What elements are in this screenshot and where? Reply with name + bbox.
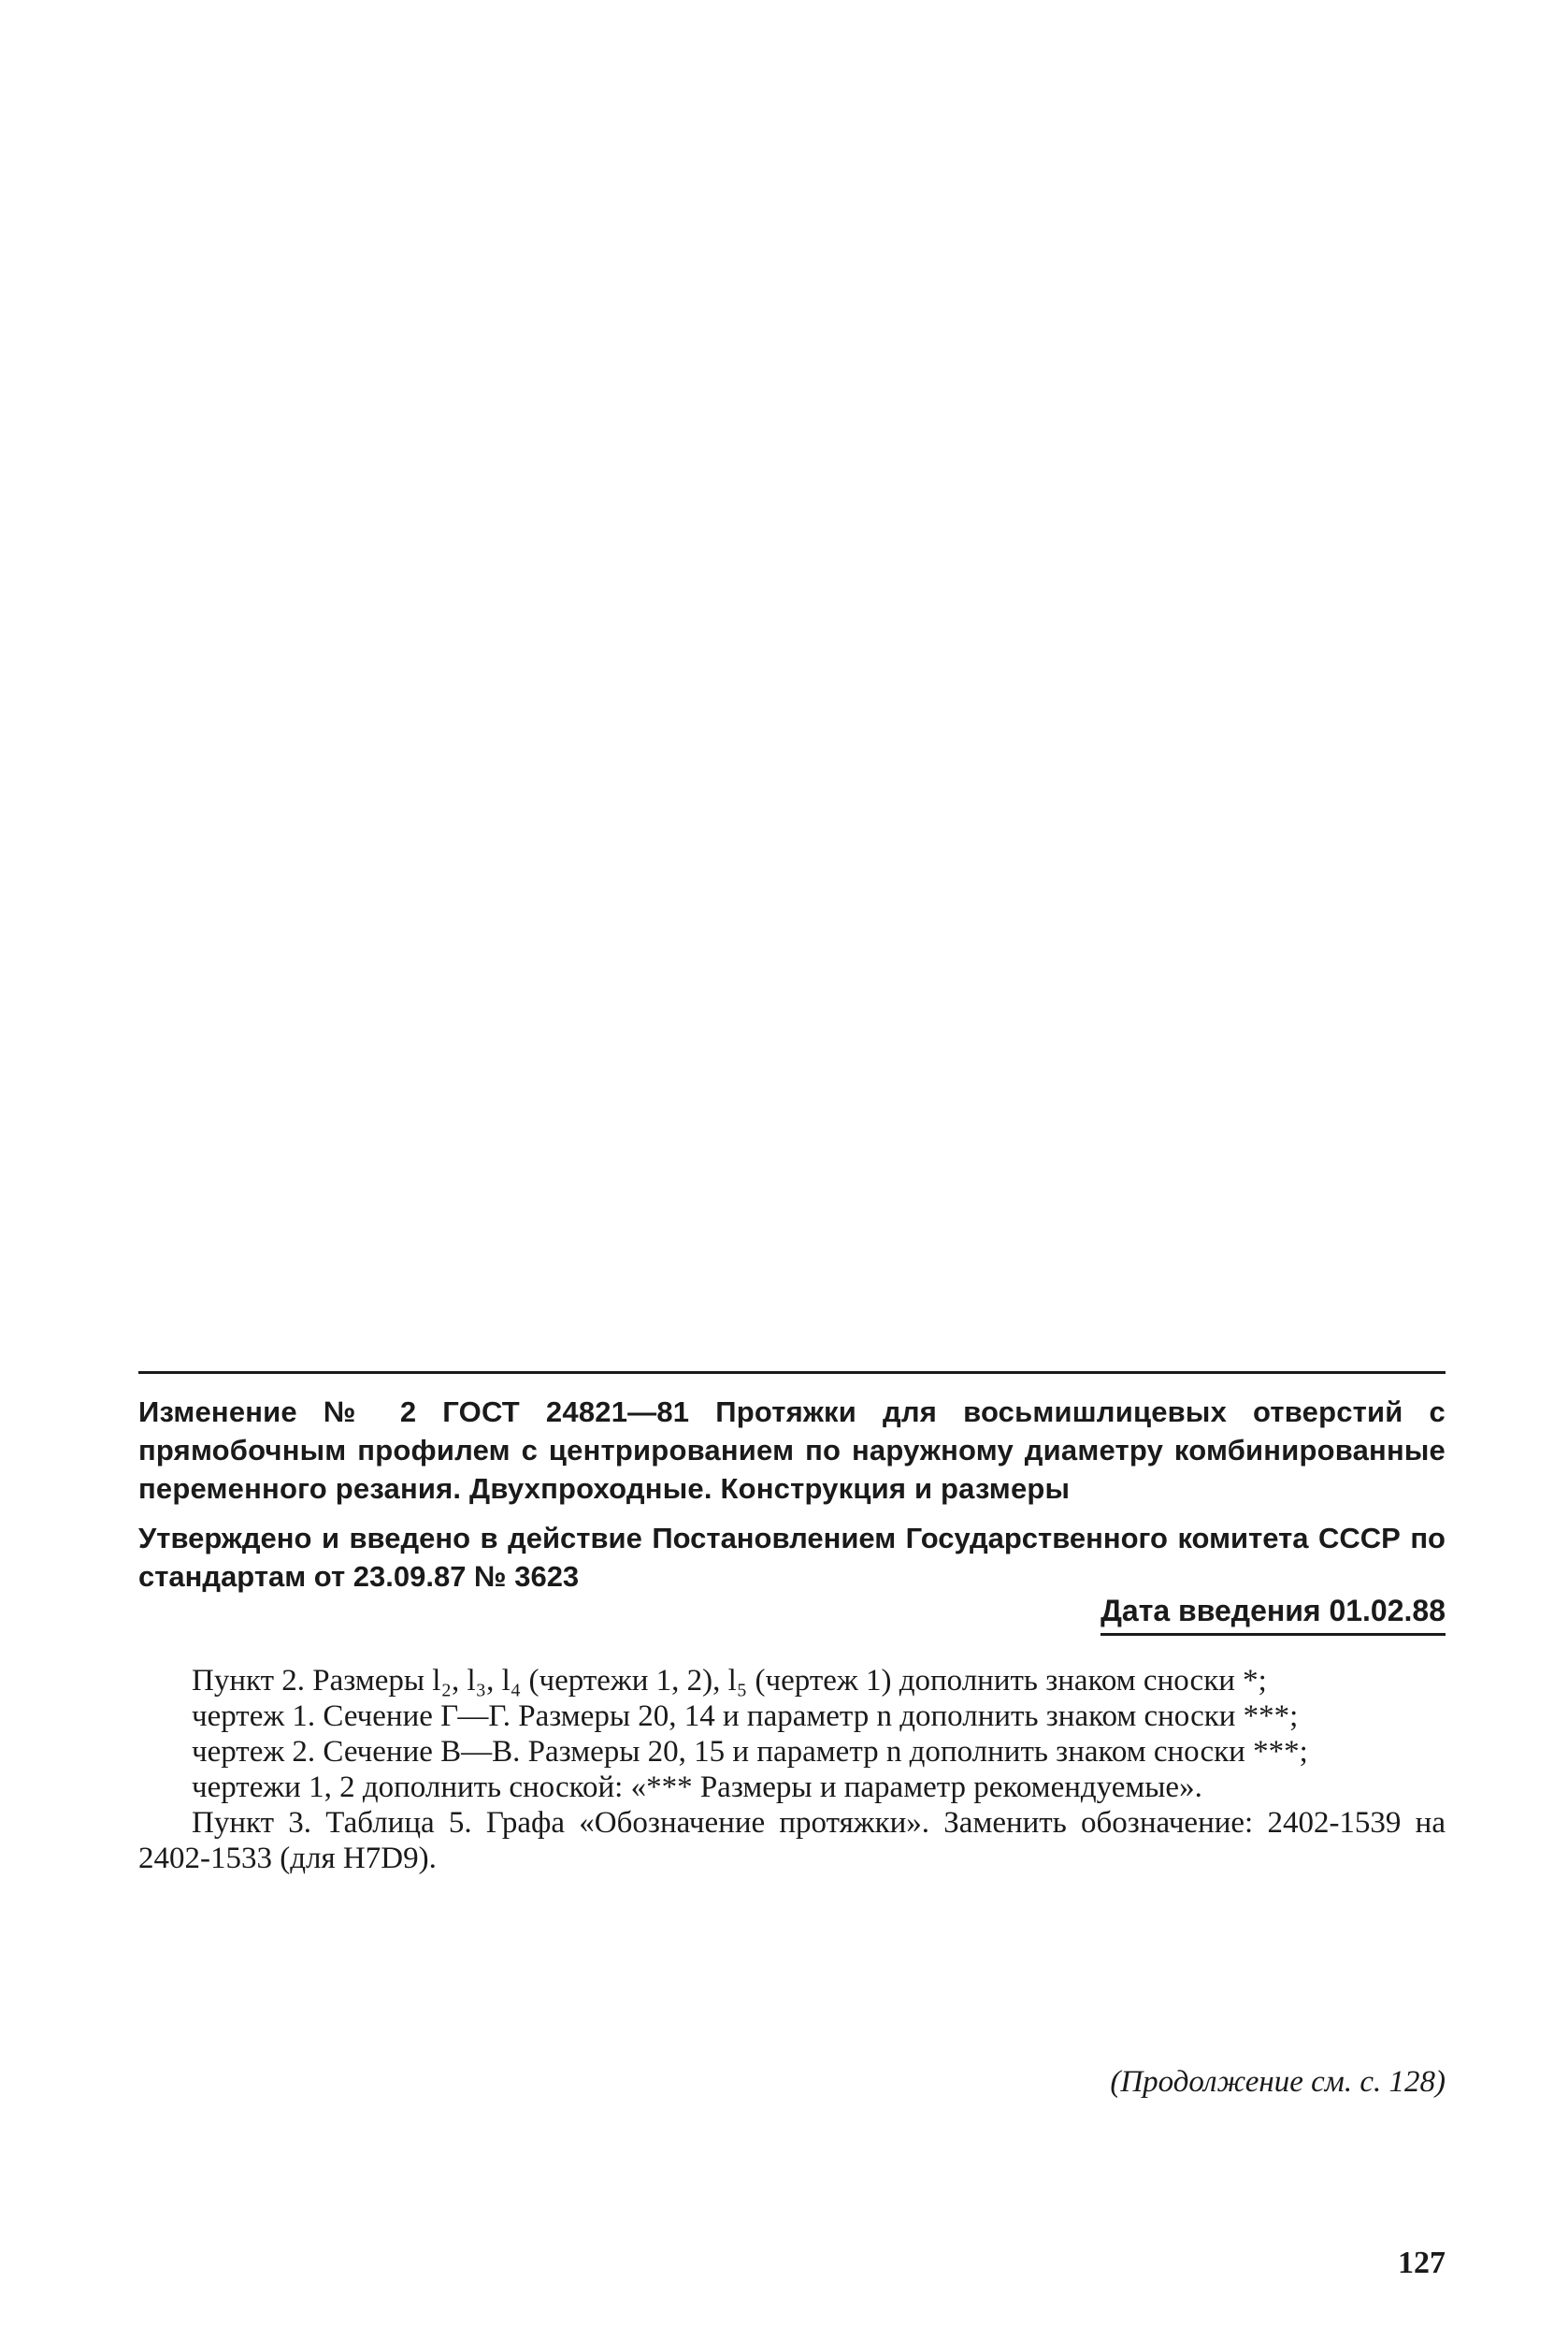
- body-paragraph: чертежи 1, 2 дополнить сноской: «*** Размеры и параметр рекомендуемые».: [192, 1770, 1202, 1804]
- body-paragraph: чертеж 2. Сечение В—В. Размеры 20, 15 и параметр n дополнить знаком сноски ***;: [192, 1735, 1308, 1769]
- amendment-heading: Изменение № 2 ГОСТ 24821—81 Протяжки для восьмишлицевых отверстий с прямобочным профилем с центрированием по наружному диаметру комбинированные переменного резания. Двухпроходные. Конструкция и размеры: [138, 1395, 1446, 1505]
- body-paragraph: Пункт 3. Таблица 5. Графа «Обозначение протяжки». Заменить обозначение: 2402-1539 на 2402-1533 (для H7D9).: [138, 1806, 1446, 1875]
- top-rule: [138, 1371, 1446, 1374]
- body-paragraph: чертеж 1. Сечение Г—Г. Размеры 20, 14 и параметр n дополнить знаком сноски ***;: [192, 1699, 1299, 1733]
- introduction-date: Дата введения 01.02.88: [1100, 1590, 1446, 1636]
- amendment-body: [138, 1663, 1446, 1876]
- body-paragraph: Пункт 2. Размеры l₂, l₃, l₄ (чертежи 1, 2), l₅ (чертеж 1) дополнить знаком сноски *;: [192, 1664, 1267, 1698]
- page-number: 127: [1398, 2246, 1446, 2280]
- approval-statement: Утверждено и введено в действие Постановлением Государственного комитета СССР по стандартам от 23.09.87 № 3623: [138, 1522, 1446, 1593]
- continuation-note: (Продолжение см. с. 128): [1110, 2065, 1446, 2099]
